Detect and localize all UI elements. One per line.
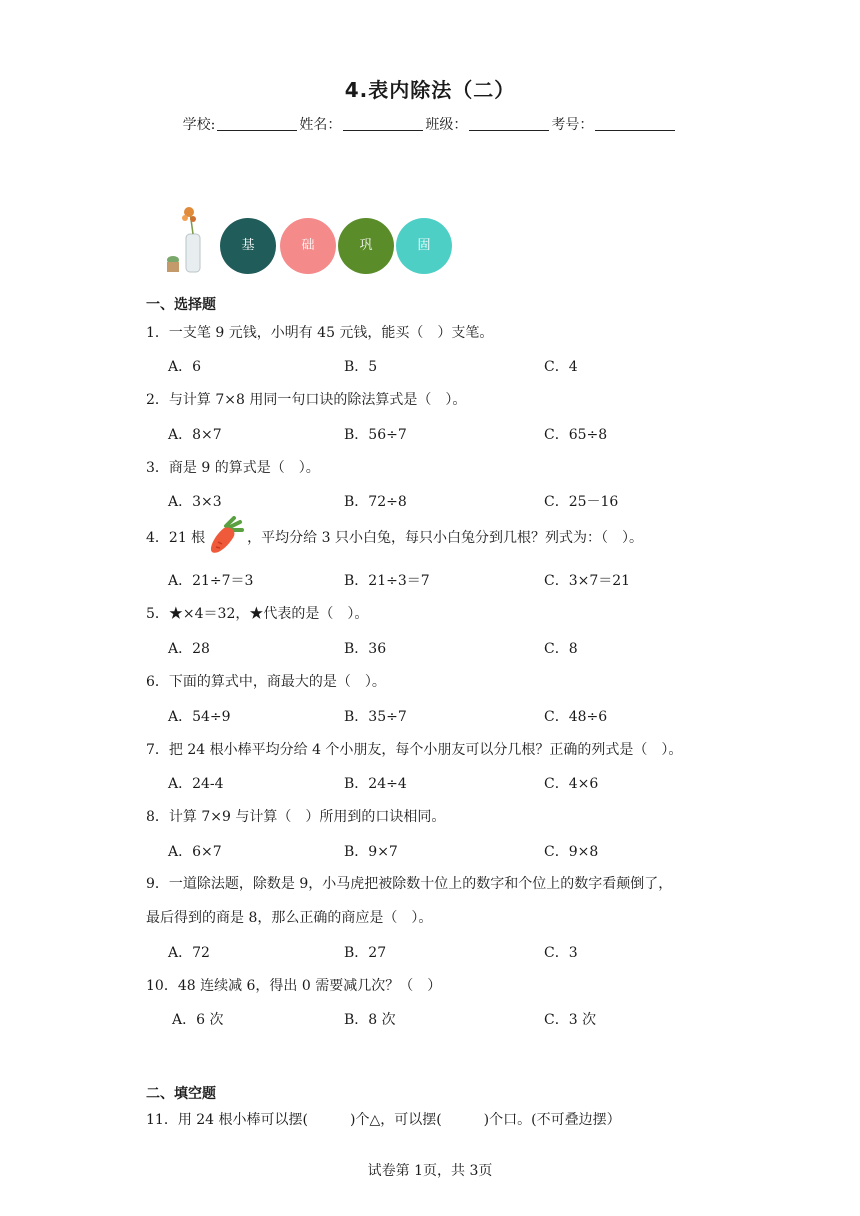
student-info-line: [0, 114, 860, 134]
q7-option-b[interactable]: B．24÷4: [344, 776, 407, 792]
question-8: 8．计算 7×9 与计算（ ）所用到的口诀相同。: [146, 809, 446, 825]
q9-option-a[interactable]: A．72: [168, 945, 210, 961]
question-3: 3．商是 9 的算式是（ ）。: [146, 460, 320, 476]
q6-option-b[interactable]: B．35÷7: [344, 709, 407, 725]
q2-option-a[interactable]: A．8×7: [168, 427, 222, 443]
q10-option-b[interactable]: B．8 次: [344, 1012, 396, 1028]
section-choice-title: 一、选择题: [146, 297, 216, 313]
q10-option-c[interactable]: C．3 次: [544, 1012, 597, 1028]
section-fill-title: 二、填空题: [146, 1086, 216, 1102]
question-9-line-1: 9．一道除法题，除数是 9，小马虎把被除数十位上的数字和个位上的数字看颠倒了，: [146, 876, 673, 892]
banner-circle-gong: 巩: [338, 218, 394, 274]
question-5: 5．★×4＝32，★代表的是（ ）。: [146, 606, 369, 622]
q4-option-a[interactable]: A．21÷7＝3: [168, 573, 254, 589]
q7-option-c[interactable]: C．4×6: [544, 776, 599, 792]
name-label: 姓名：: [299, 117, 342, 133]
q5-option-c[interactable]: C．8: [544, 641, 578, 657]
q4-option-b[interactable]: B．21÷3＝7: [344, 573, 430, 589]
exam-number-blank[interactable]: [595, 116, 675, 131]
question-7: 7．把 24 根小棒平均分给 4 个小朋友，每个小朋友可以分几根？正确的列式是（ ）。: [146, 742, 683, 758]
class-blank[interactable]: [469, 116, 549, 131]
q4-option-c[interactable]: C．3×7＝21: [544, 573, 631, 589]
q9-option-c[interactable]: C．3: [544, 945, 578, 961]
q4-text-after: ，平均分给 3 只小白兔，每只小白兔分到几根？列式为：（ ）。: [247, 530, 643, 546]
q2-option-c[interactable]: C．65÷8: [544, 427, 608, 443]
q6-option-a[interactable]: A．54÷9: [168, 709, 231, 725]
q5-option-a[interactable]: A．28: [168, 641, 210, 657]
q10-option-a[interactable]: A．6 次: [172, 1012, 224, 1028]
school-label: 学校:: [182, 117, 216, 133]
q2-option-b[interactable]: B．56÷7: [344, 427, 407, 443]
q4-text-before: 4．21 根: [146, 530, 206, 546]
school-blank[interactable]: [217, 116, 297, 131]
question-9-line-2: 最后得到的商是 8，那么正确的商应是（ ）。: [146, 910, 433, 926]
question-11: 11．用 24 根小棒可以摆( )个△，可以摆( )个口。(不可叠边摆）: [146, 1112, 621, 1128]
question-4: [146, 516, 643, 558]
q3-option-b[interactable]: B．72÷8: [344, 494, 407, 510]
q6-option-c[interactable]: C．48÷6: [544, 709, 608, 725]
q8-option-c[interactable]: C．9×8: [544, 844, 599, 860]
question-2: 2．与计算 7×8 用同一句口诀的除法算式是（ ）。: [146, 392, 467, 408]
exam-number-label: 考号：: [551, 117, 594, 133]
q3-option-a[interactable]: A．3×3: [168, 494, 222, 510]
banner-circle-ji: 基: [220, 218, 276, 274]
q1-option-a[interactable]: A．6: [168, 359, 202, 375]
q8-option-b[interactable]: B．9×7: [344, 844, 398, 860]
question-6: 6．下面的算式中，商最大的是（ ）。: [146, 674, 386, 690]
flower-vase-icon: [164, 204, 212, 274]
q3-option-c[interactable]: C．25－16: [544, 494, 619, 510]
q7-option-a[interactable]: A．24-4: [168, 776, 224, 792]
q5-option-b[interactable]: B．36: [344, 641, 387, 657]
name-blank[interactable]: [343, 116, 423, 131]
page-footer: 试卷第 1页，共 3页: [367, 1163, 493, 1179]
question-10: 10．48 连续减 6，得出 0 需要减几次？（ ）: [146, 978, 442, 994]
page-title: 4.表内除法（二）: [344, 78, 516, 102]
class-label: 班级：: [425, 117, 468, 133]
q8-option-a[interactable]: A．6×7: [168, 844, 222, 860]
question-1: 1．一支笔 9 元钱，小明有 45 元钱，能买（ ）支笔。: [146, 325, 494, 341]
q9-option-b[interactable]: B．27: [344, 945, 387, 961]
carrot-icon: [206, 516, 246, 558]
q1-option-b[interactable]: B．5: [344, 359, 378, 375]
banner-circle-gu: 固: [396, 218, 452, 274]
q1-option-c[interactable]: C．4: [544, 359, 578, 375]
banner-circle-chu: 础: [280, 218, 336, 274]
